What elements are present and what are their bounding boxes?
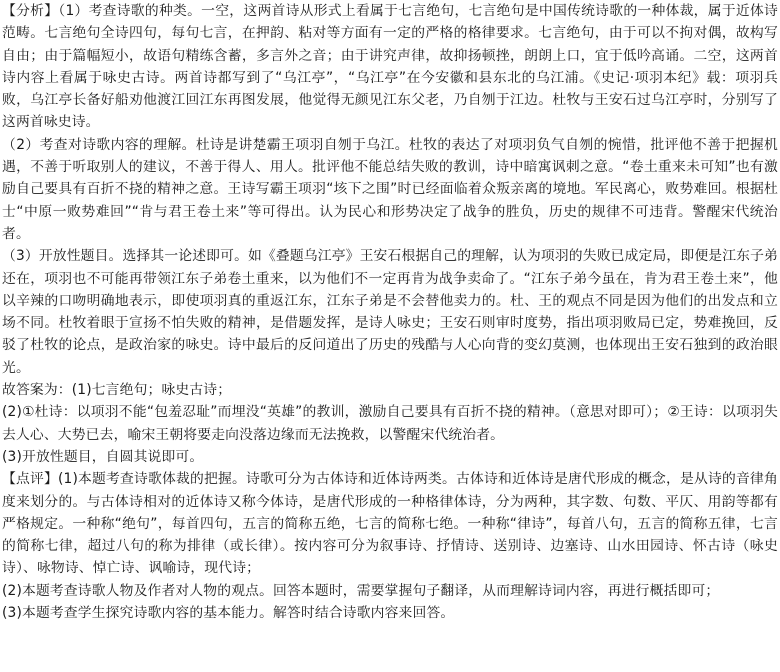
answer-text-2: (2)①杜诗：以项羽不能“包羞忍耻”而埋没“英雄”的教训，激励自己要具有百折不挠的精神。（意思对即可）；②王诗：以项羽失去人心、大势已去，喻宋王朝将要走向没落边缘而无法挽救，以警醒宋代统治者。 — [2, 404, 778, 443]
answer-text-3: (3)开放性题目，自圆其说即可。 — [2, 448, 204, 465]
comment-paragraph-1 — [2, 468, 778, 579]
comment-paragraph-3 — [2, 602, 778, 624]
analysis-text-3: （3）开放性题目。选择其一论述即可。如《叠题乌江亭》王安石根据自己的理解，认为项羽的失败已成定局，即便是江东子弟还在，项羽也不可能再带领江东子弟卷土重来，以为他们不一定再肯为战争卖命了。“江东子弟今虽在，肯为君王卷土来”，他以辛辣的口吻明确地表示，即使项羽真的重返江东，江东子弟是不会替他卖力的。杜、王的观点不同是因为他们的出发点和立场不同。杜牧着眼于宣扬不怕失败的精神，是借题发挥，是诗人咏史；王安石则审时度势，指出项羽败局已定，势难挽回，反驳了杜牧的论点，是政治家的咏史。诗中最后的反问道出了历史的残酷与人心向背的变幻莫测，也体现出王安石独到的政治眼光。 — [2, 248, 779, 376]
answer-text-1: 故答案为：(1)七言绝句；咏史古诗； — [2, 382, 232, 399]
analysis-paragraph-2 — [2, 134, 778, 245]
answer-line-3 — [2, 446, 778, 468]
analysis-text-2: （2）考查对诗歌内容的理解。杜诗是讲楚霸王项羽自刎于乌江。杜牧的表达了对项羽负气自刎的惋惜，批评他不善于把握机遇，不善于听取别人的建议，不善于得人、用人。批评他不能总结失败的教训，诗中暗寓讽刺之意。“卷土重来未可知”也有激励自己要具有百折不挠的精神之意。王诗写霸王项羽“垓下之围”时已经面临着众叛亲离的境地。军民离心，败势难回。根据杜士“中原一败势难回”“肯与君王卷土来”等可得出。认为民心和形势决定了战争的胜负，历史的规律不可违背。警醒宋代统治者。 — [2, 136, 778, 242]
comment-paragraph-2 — [2, 580, 778, 602]
analysis-text-1: 【分析】（1）考查诗歌的种类。一空，这两首诗从形式上看属于七言绝句，七言绝句是中国传统诗歌的一种体裁，属于近体诗范畴。七言绝句全诗四句，每句七言，在押韵、粘对等方面有一定的严格的格律要求。七言绝句，由于可以不拘对偶，故构写自由；由于篇幅短小，故语句精练含蓄，多言外之音；由于讲究声律，故抑扬顿挫，朗朗上口，宜于低吟高诵。二空，这两首诗内容上看属于咏史古诗。两首诗都写到了“乌江亭”，“乌江亭”在今安徽和县东北的乌江浦。《史记·项羽本纪》载：项羽兵败，乌江亭长备好船劝他渡江回江东再图发展，他觉得无颜见江东父老，乃自刎于江边。杜牧与王安石过乌江亭时，分别写了这两首咏史诗。 — [2, 3, 778, 131]
answer-line-1 — [2, 379, 778, 401]
comment-text-3: (3)本题考查学生探究诗歌内容的基本能力。解答时结合诗歌内容来回答。 — [2, 605, 455, 622]
answer-line-2 — [2, 401, 778, 446]
comment-text-2: (2)本题考查诗歌人物及作者对人物的观点。回答本题时，需要掌握句子翻译，从而理解诗词内容，再进行概括即可； — [2, 582, 720, 599]
solution-document — [2, 0, 778, 624]
comment-text-1: 【点评】(1)本题考查诗歌体裁的把握。诗歌可分为古体诗和近体诗两类。古体诗和近体诗是唐代形成的概念，是从诗的音律角度来划分的。与古体诗相对的近体诗又称今体诗，是唐代形成的一种格律体诗，分为两种，其字数、句数、平仄、用韵等都有严格规定。一种称“绝句”，每首四句，五言的简称五绝，七言的简称七绝。一种称“律诗”，每首八句，五言的简称五律，七言的简称七律，超过八句的称为排律（或长律）。按内容可分为叙事诗、抒情诗、送别诗、边塞诗、山水田园诗、怀古诗（咏史诗）、咏物诗、悼亡诗、讽喻诗，现代诗； — [2, 471, 778, 577]
analysis-paragraph-3 — [2, 245, 778, 379]
analysis-paragraph-1 — [2, 0, 778, 134]
